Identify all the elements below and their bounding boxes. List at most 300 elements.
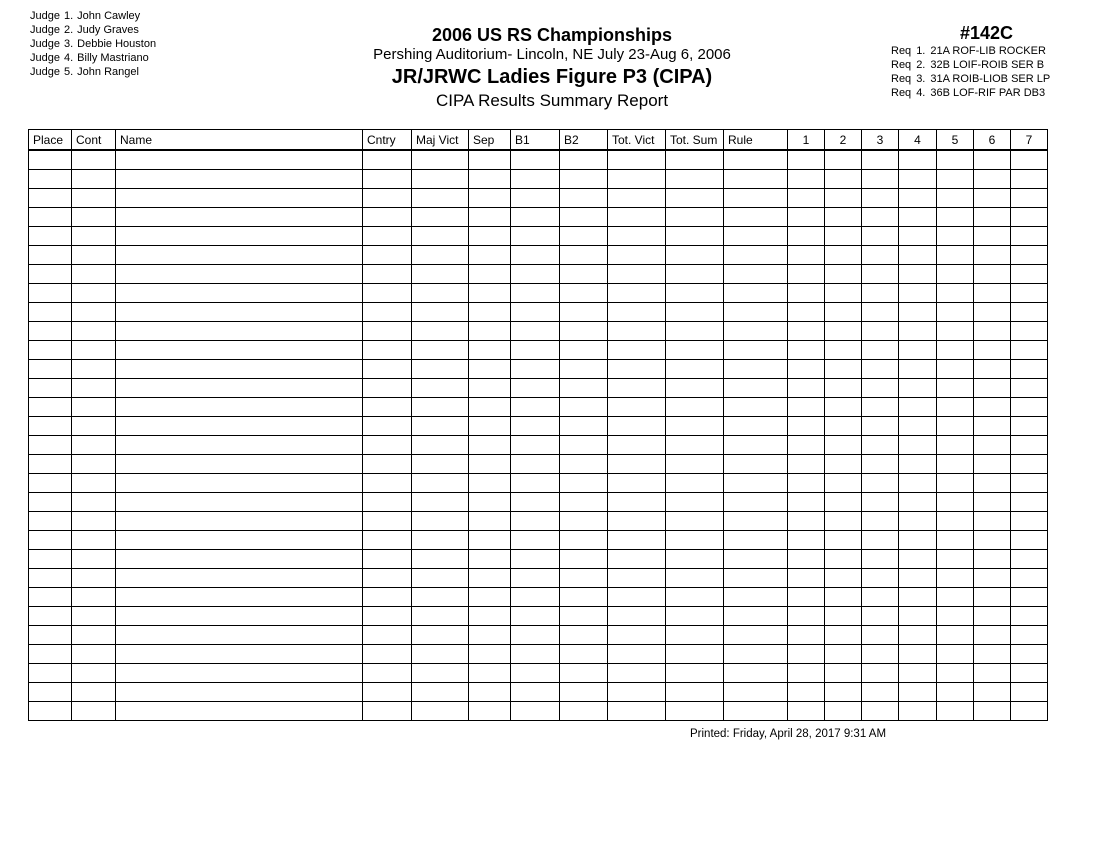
- table-cell: [666, 341, 724, 360]
- table-cell: [29, 208, 72, 227]
- table-cell: [363, 208, 412, 227]
- table-cell: [469, 303, 511, 322]
- table-cell: [862, 265, 899, 284]
- table-cell: [1011, 588, 1048, 607]
- table-cell: [412, 208, 469, 227]
- table-row: [29, 531, 1048, 550]
- table-cell: [511, 379, 560, 398]
- table-cell: [1011, 227, 1048, 246]
- table-cell: [788, 284, 825, 303]
- table-cell: [72, 436, 116, 455]
- table-cell: [666, 588, 724, 607]
- table-cell: [511, 436, 560, 455]
- table-cell: [937, 607, 974, 626]
- table-cell: [560, 626, 608, 645]
- table-cell: [724, 683, 788, 702]
- table-cell: [788, 455, 825, 474]
- table-cell: [116, 588, 363, 607]
- table-cell: [511, 493, 560, 512]
- table-cell: [72, 474, 116, 493]
- table-cell: [72, 170, 116, 189]
- table-cell: [412, 150, 469, 170]
- table-cell: [862, 474, 899, 493]
- table-cell: [937, 531, 974, 550]
- table-cell: [825, 645, 862, 664]
- req-number: 4.: [916, 87, 926, 99]
- table-cell: [511, 417, 560, 436]
- table-cell: [469, 227, 511, 246]
- table-cell: [511, 398, 560, 417]
- table-cell: [788, 303, 825, 322]
- table-cell: [937, 360, 974, 379]
- table-cell: [937, 265, 974, 284]
- table-cell: [608, 607, 666, 626]
- table-cell: [72, 417, 116, 436]
- table-cell: [116, 170, 363, 189]
- table-cell: [608, 360, 666, 379]
- table-cell: [788, 246, 825, 265]
- column-header-maj-vict: Maj Vict: [412, 130, 469, 151]
- table-cell: [974, 360, 1011, 379]
- table-cell: [899, 645, 937, 664]
- table-cell: [666, 417, 724, 436]
- table-cell: [974, 379, 1011, 398]
- req-text: 36B LOF-RIF PAR DB3: [930, 87, 1046, 99]
- table-cell: [469, 455, 511, 474]
- venue-dates: Pershing Auditorium- Lincoln, NE July 23-Aug 6, 2006: [373, 46, 731, 63]
- table-cell: [511, 170, 560, 189]
- table-cell: [899, 150, 937, 170]
- table-cell: [862, 531, 899, 550]
- table-cell: [469, 664, 511, 683]
- table-cell: [937, 569, 974, 588]
- table-cell: [974, 303, 1011, 322]
- category-title: JR/JRWC Ladies Figure P3 (CIPA): [391, 66, 713, 88]
- table-cell: [666, 170, 724, 189]
- table-cell: [825, 360, 862, 379]
- table-cell: [511, 284, 560, 303]
- table-cell: [1011, 303, 1048, 322]
- table-cell: [412, 265, 469, 284]
- table-cell: [511, 150, 560, 170]
- table-cell: [116, 626, 363, 645]
- table-cell: [511, 322, 560, 341]
- table-cell: [899, 360, 937, 379]
- table-cell: [560, 284, 608, 303]
- req-label: Req: [891, 73, 912, 85]
- table-cell: [666, 436, 724, 455]
- table-cell: [1011, 683, 1048, 702]
- table-cell: [974, 531, 1011, 550]
- table-cell: [788, 702, 825, 721]
- table-cell: [560, 150, 608, 170]
- table-cell: [788, 360, 825, 379]
- table-cell: [899, 455, 937, 474]
- table-cell: [29, 550, 72, 569]
- table-cell: [974, 569, 1011, 588]
- table-cell: [974, 474, 1011, 493]
- table-row: [29, 626, 1048, 645]
- table-cell: [116, 208, 363, 227]
- table-cell: [899, 626, 937, 645]
- table-cell: [862, 341, 899, 360]
- table-cell: [899, 246, 937, 265]
- table-cell: [899, 607, 937, 626]
- table-cell: [899, 550, 937, 569]
- table-cell: [560, 398, 608, 417]
- table-cell: [666, 150, 724, 170]
- table-cell: [608, 379, 666, 398]
- table-cell: [666, 455, 724, 474]
- table-cell: [608, 455, 666, 474]
- table-cell: [825, 664, 862, 683]
- table-cell: [608, 417, 666, 436]
- table-cell: [412, 398, 469, 417]
- table-cell: [937, 227, 974, 246]
- table-cell: [412, 588, 469, 607]
- table-cell: [29, 360, 72, 379]
- table-cell: [1011, 208, 1048, 227]
- table-cell: [1011, 512, 1048, 531]
- table-cell: [724, 512, 788, 531]
- table-cell: [974, 398, 1011, 417]
- table-cell: [899, 417, 937, 436]
- table-cell: [511, 246, 560, 265]
- table-row: [29, 550, 1048, 569]
- table-cell: [937, 702, 974, 721]
- table-row: [29, 645, 1048, 664]
- column-header-b1: B1: [511, 130, 560, 151]
- table-cell: [116, 379, 363, 398]
- column-header-judge-1: 1: [788, 130, 825, 151]
- table-cell: [72, 626, 116, 645]
- table-cell: [363, 569, 412, 588]
- judge-entry: [30, 51, 160, 65]
- table-cell: [1011, 379, 1048, 398]
- table-cell: [724, 246, 788, 265]
- table-cell: [974, 664, 1011, 683]
- table-cell: [469, 208, 511, 227]
- table-cell: [469, 702, 511, 721]
- table-cell: [412, 550, 469, 569]
- table-cell: [608, 284, 666, 303]
- table-cell: [412, 246, 469, 265]
- table-cell: [72, 208, 116, 227]
- table-cell: [511, 474, 560, 493]
- table-cell: [363, 607, 412, 626]
- table-cell: [974, 265, 1011, 284]
- table-cell: [29, 626, 72, 645]
- table-cell: [412, 607, 469, 626]
- judge-label: Judge: [30, 66, 60, 78]
- table-cell: [974, 455, 1011, 474]
- table-cell: [363, 170, 412, 189]
- table-cell: [608, 569, 666, 588]
- table-cell: [899, 493, 937, 512]
- table-cell: [974, 436, 1011, 455]
- table-cell: [1011, 455, 1048, 474]
- table-cell: [788, 208, 825, 227]
- table-cell: [666, 607, 724, 626]
- table-cell: [1011, 265, 1048, 284]
- requirement-entry: [891, 86, 1055, 100]
- table-cell: [974, 702, 1011, 721]
- table-cell: [937, 474, 974, 493]
- table-cell: [29, 341, 72, 360]
- table-cell: [1011, 664, 1048, 683]
- table-cell: [412, 341, 469, 360]
- judge-entry: [30, 37, 160, 51]
- table-cell: [608, 436, 666, 455]
- table-cell: [608, 246, 666, 265]
- table-cell: [974, 284, 1011, 303]
- table-cell: [116, 550, 363, 569]
- req-text: 21A ROF-LIB ROCKER: [930, 45, 1046, 57]
- table-cell: [862, 150, 899, 170]
- table-cell: [363, 588, 412, 607]
- table-cell: [363, 702, 412, 721]
- table-cell: [724, 493, 788, 512]
- table-cell: [72, 664, 116, 683]
- table-cell: [666, 265, 724, 284]
- table-cell: [469, 189, 511, 208]
- table-cell: [862, 360, 899, 379]
- table-cell: [788, 417, 825, 436]
- table-cell: [412, 626, 469, 645]
- judge-name: Billy Mastriano: [77, 52, 149, 64]
- table-cell: [666, 303, 724, 322]
- table-cell: [29, 683, 72, 702]
- table-cell: [937, 455, 974, 474]
- table-cell: [899, 474, 937, 493]
- table-cell: [724, 455, 788, 474]
- table-cell: [937, 208, 974, 227]
- table-cell: [825, 379, 862, 398]
- table-cell: [116, 341, 363, 360]
- table-cell: [363, 189, 412, 208]
- table-cell: [116, 474, 363, 493]
- table-cell: [788, 607, 825, 626]
- table-cell: [469, 588, 511, 607]
- table-cell: [1011, 360, 1048, 379]
- table-cell: [899, 379, 937, 398]
- table-cell: [974, 227, 1011, 246]
- table-cell: [363, 550, 412, 569]
- table-cell: [1011, 246, 1048, 265]
- table-cell: [560, 436, 608, 455]
- judge-number: 2.: [63, 24, 74, 36]
- table-cell: [469, 683, 511, 702]
- table-row: [29, 512, 1048, 531]
- table-row: [29, 474, 1048, 493]
- table-cell: [469, 170, 511, 189]
- table-cell: [511, 664, 560, 683]
- table-cell: [937, 398, 974, 417]
- table-cell: [72, 246, 116, 265]
- table-cell: [937, 588, 974, 607]
- table-cell: [974, 150, 1011, 170]
- table-cell: [363, 227, 412, 246]
- table-cell: [862, 322, 899, 341]
- table-cell: [412, 569, 469, 588]
- table-cell: [724, 645, 788, 664]
- table-cell: [862, 493, 899, 512]
- table-cell: [560, 702, 608, 721]
- table-cell: [363, 265, 412, 284]
- table-cell: [511, 683, 560, 702]
- table-cell: [29, 436, 72, 455]
- table-cell: [1011, 436, 1048, 455]
- req-label: Req: [891, 59, 912, 71]
- table-cell: [974, 170, 1011, 189]
- table-row: [29, 379, 1048, 398]
- table-cell: [724, 265, 788, 284]
- table-cell: [724, 360, 788, 379]
- table-cell: [724, 607, 788, 626]
- req-number: 2.: [916, 59, 926, 71]
- table-cell: [29, 265, 72, 284]
- table-cell: [72, 531, 116, 550]
- table-cell: [825, 189, 862, 208]
- table-cell: [29, 588, 72, 607]
- table-cell: [560, 569, 608, 588]
- table-cell: [116, 303, 363, 322]
- table-cell: [825, 398, 862, 417]
- table-cell: [825, 150, 862, 170]
- judges-list: [30, 9, 160, 79]
- table-cell: [608, 645, 666, 664]
- table-cell: [469, 512, 511, 531]
- table-cell: [469, 341, 511, 360]
- column-header-place: Place: [29, 130, 72, 151]
- table-cell: [511, 360, 560, 379]
- table-cell: [363, 341, 412, 360]
- column-header-tot-vict: Tot. Vict: [608, 130, 666, 151]
- table-cell: [724, 227, 788, 246]
- table-row: [29, 227, 1048, 246]
- table-cell: [666, 322, 724, 341]
- table-cell: [666, 189, 724, 208]
- table-cell: [788, 588, 825, 607]
- table-cell: [825, 303, 862, 322]
- table-cell: [608, 626, 666, 645]
- judge-label: Judge: [30, 52, 60, 64]
- table-cell: [560, 170, 608, 189]
- table-cell: [469, 284, 511, 303]
- table-cell: [29, 493, 72, 512]
- column-header-name: Name: [116, 130, 363, 151]
- table-cell: [974, 246, 1011, 265]
- table-cell: [724, 398, 788, 417]
- table-cell: [29, 512, 72, 531]
- table-cell: [899, 208, 937, 227]
- table-cell: [862, 379, 899, 398]
- printed-timestamp: Printed: Friday, April 28, 2017 9:31 AM: [690, 728, 887, 740]
- column-header-judge-6: 6: [974, 130, 1011, 151]
- table-cell: [825, 550, 862, 569]
- table-cell: [724, 664, 788, 683]
- table-row: [29, 455, 1048, 474]
- table-cell: [937, 150, 974, 170]
- table-cell: [560, 208, 608, 227]
- table-cell: [1011, 550, 1048, 569]
- table-cell: [29, 189, 72, 208]
- table-cell: [788, 531, 825, 550]
- table-cell: [412, 436, 469, 455]
- table-cell: [974, 626, 1011, 645]
- table-row: [29, 664, 1048, 683]
- table-cell: [862, 170, 899, 189]
- table-cell: [666, 645, 724, 664]
- table-cell: [72, 189, 116, 208]
- judge-name: John Cawley: [77, 10, 141, 22]
- table-cell: [788, 512, 825, 531]
- table-cell: [363, 379, 412, 398]
- table-cell: [363, 303, 412, 322]
- table-cell: [560, 588, 608, 607]
- table-cell: [560, 512, 608, 531]
- table-cell: [974, 322, 1011, 341]
- table-cell: [862, 645, 899, 664]
- table-cell: [469, 493, 511, 512]
- table-cell: [666, 664, 724, 683]
- table-cell: [724, 379, 788, 398]
- table-cell: [608, 227, 666, 246]
- table-cell: [825, 322, 862, 341]
- results-table-body: [29, 150, 1048, 721]
- table-cell: [560, 474, 608, 493]
- table-cell: [116, 607, 363, 626]
- table-cell: [899, 265, 937, 284]
- table-cell: [116, 569, 363, 588]
- table-row: [29, 170, 1048, 189]
- table-cell: [560, 531, 608, 550]
- table-cell: [608, 208, 666, 227]
- table-cell: [937, 683, 974, 702]
- table-cell: [116, 436, 363, 455]
- table-cell: [560, 341, 608, 360]
- table-cell: [724, 474, 788, 493]
- table-cell: [511, 265, 560, 284]
- table-cell: [899, 436, 937, 455]
- table-cell: [788, 683, 825, 702]
- table-cell: [412, 417, 469, 436]
- table-cell: [788, 550, 825, 569]
- table-cell: [974, 588, 1011, 607]
- table-cell: [116, 398, 363, 417]
- judge-number: 1.: [63, 10, 74, 22]
- table-cell: [29, 474, 72, 493]
- table-cell: [72, 398, 116, 417]
- table-cell: [412, 702, 469, 721]
- table-row: [29, 436, 1048, 455]
- table-cell: [899, 284, 937, 303]
- table-cell: [511, 189, 560, 208]
- table-cell: [560, 303, 608, 322]
- table-cell: [666, 227, 724, 246]
- table-cell: [862, 246, 899, 265]
- table-cell: [724, 208, 788, 227]
- table-row: [29, 702, 1048, 721]
- table-cell: [724, 702, 788, 721]
- table-cell: [511, 208, 560, 227]
- column-header-judge-2: 2: [825, 130, 862, 151]
- table-cell: [974, 208, 1011, 227]
- table-row: [29, 588, 1048, 607]
- table-cell: [862, 664, 899, 683]
- table-cell: [899, 322, 937, 341]
- table-cell: [825, 341, 862, 360]
